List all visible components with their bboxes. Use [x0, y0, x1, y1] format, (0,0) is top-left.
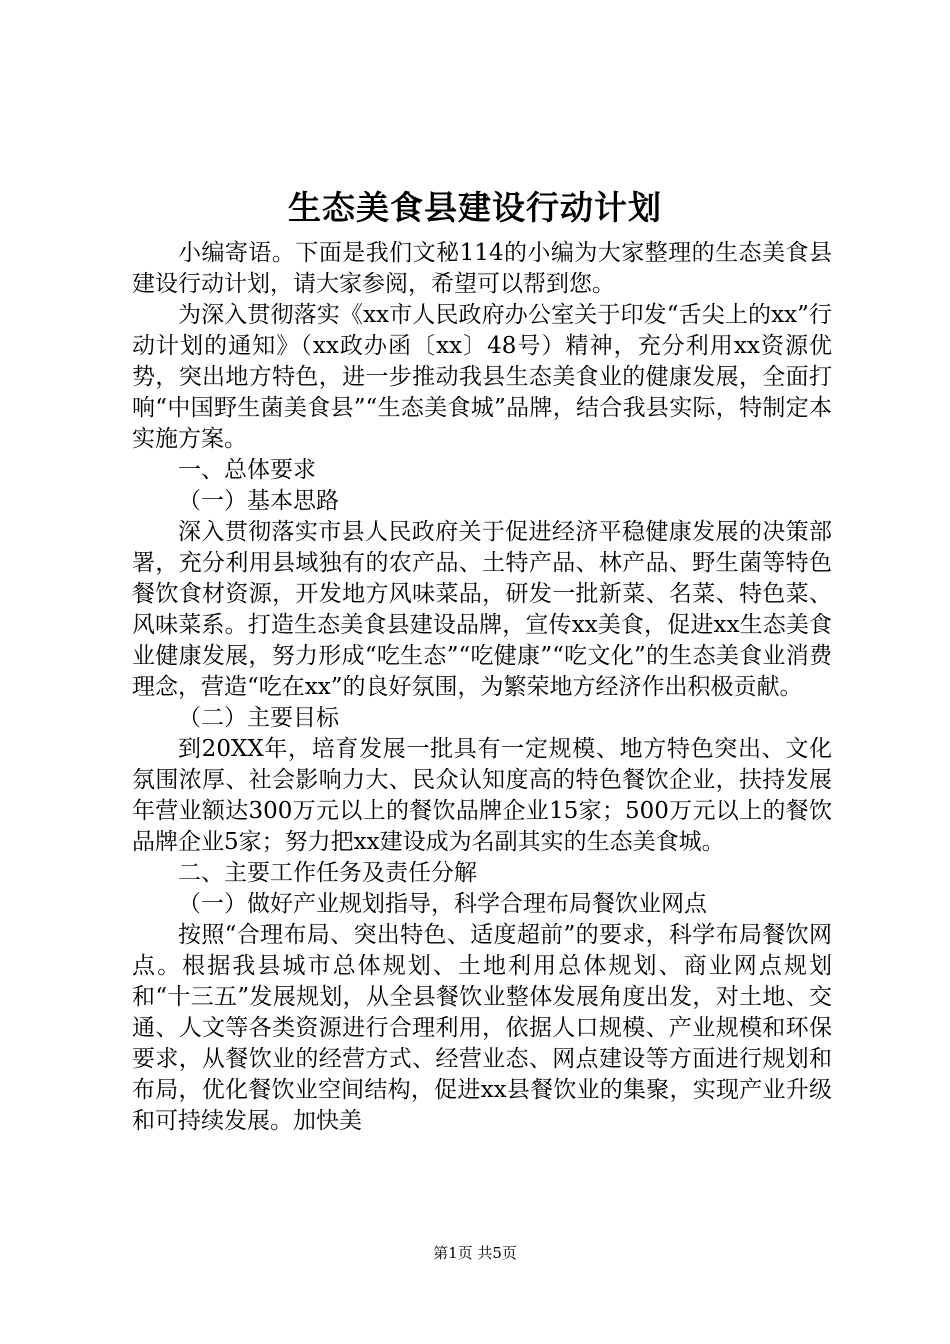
heading-section-2: 二、主要工作任务及责任分解 [178, 860, 477, 886]
heading-subsection-1-1: （一）基本思路 [178, 488, 339, 514]
paragraph-purpose: 为深入贯彻落实《xx市人民政府办公室关于印发“舌尖上的xx”行动计划的通知》（xx政办函〔xx〕48号）精神，充分利用xx资源优势，突出地方特色，进一步推动我县生态美食业的健康发展，全面打响“中国野生菌美食县”“生态美食城”品牌，结合我县实际，特制定本实施方案。 [132, 302, 832, 452]
paragraph-basic-idea: 深入贯彻落实市县人民政府关于促进经济平稳健康发展的决策部署，充分利用县域独有的农产品、土特产品、林产品、野生菌等特色餐饮食材资源，开发地方风味菜品，研发一批新菜、名菜、特色菜、风味菜系。打造生态美食县建设品牌，宣传xx美食，促进xx生态美食业健康发展，努力形成“吃生态”“吃健康”“吃文化”的生态美食业消费理念，营造“吃在xx”的良好氛围，为繁荣地方经济作出积极贡献。 [132, 519, 832, 700]
paragraph-planning: 按照“合理布局、突出特色、适度超前”的要求，科学布局餐饮网点。根据我县城市总体规划、土地利用总体规划、商业网点规划和“十三五”发展规划，从全县餐饮业整体发展角度出发，对土地、交通、人文等各类资源进行合理利用，依据人口规模、产业规模和环保要求，从餐饮业的经营方式、经营业态、网点建设等方面进行规划和布局，优化餐饮业空间结构，促进xx县餐饮业的集聚，实现产业升级和可持续发展。加快美 [132, 922, 832, 1134]
paragraph-main-goals: 到20XX年，培育发展一批具有一定规模、地方特色突出、文化氛围浓厚、社会影响力大、民众认知度高的特色餐饮企业，扶持发展年营业额达300万元以上的餐饮品牌企业15家；500万元以上的餐饮品牌企业5家；努力把xx建设成为名副其实的生态美食城。 [132, 736, 832, 855]
document-title: 生态美食县建设行动计划 [288, 188, 662, 227]
paragraph-intro: 小编寄语。下面是我们文秘114的小编为大家整理的生态美食县建设行动计划，请大家参阅，希望可以帮到您。 [132, 240, 832, 297]
page-footer: 第1页 共5页 [433, 1244, 517, 1262]
document-body [132, 238, 832, 1137]
heading-section-1: 一、总体要求 [178, 457, 316, 483]
heading-subsection-2-1: （一）做好产业规划指导，科学合理布局餐饮业网点 [178, 891, 707, 917]
heading-subsection-1-2: （二）主要目标 [178, 705, 339, 731]
